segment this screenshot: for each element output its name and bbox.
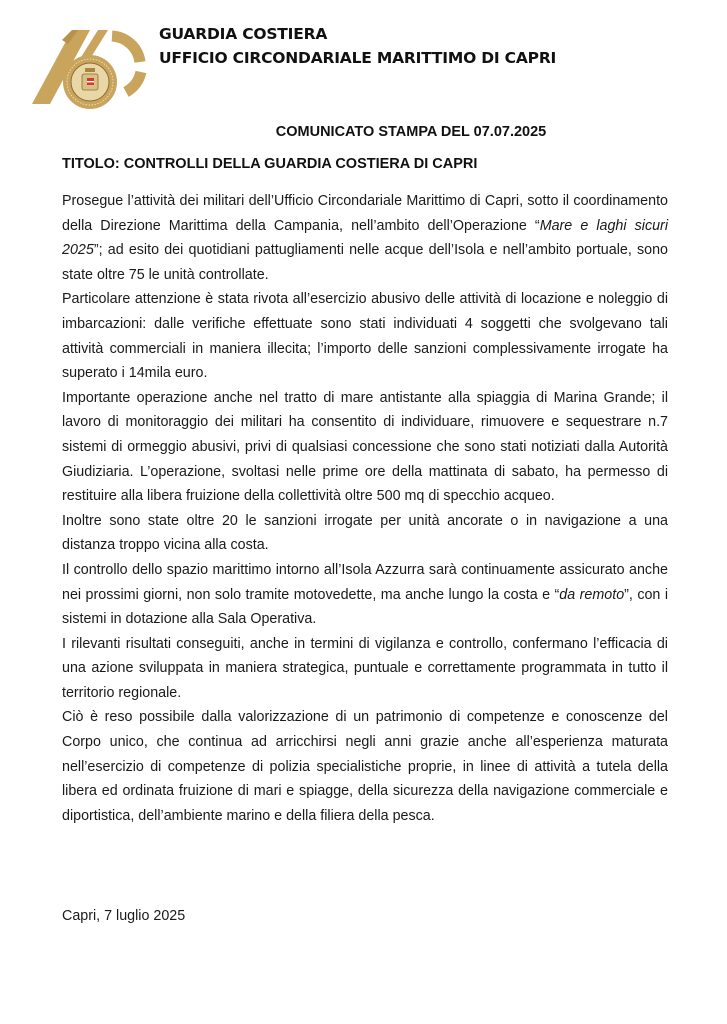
logo-digit-zero-arc-top bbox=[112, 36, 140, 62]
press-release-label: COMUNICATO STAMPA DEL 07.07.2025 bbox=[275, 124, 547, 140]
paragraph-7: Ciò è reso possibile dalla valorizzazione di un patrimonio di competenze e conoscenze del Corpo unico, che continua ad arricchirsi negli anni grazie anche all’esperienza maturata nell’esercizio di competenze di polizia specialistiche proprie, in linee di attività a tutela della libera ed ordinata fruizione di mari e spiagge, della sicurezza della navigazione commerciale e diportistica, dell’ambiente marino e della filiera della pesca. bbox=[62, 709, 668, 824]
header-line-ufficio: UFFICIO CIRCONDARIALE MARITTIMO DI CAPRI bbox=[159, 49, 557, 67]
paragraph-3: Importante operazione anche nel tratto di mare antistante alla spiaggia di Marina Grande; il lavoro di monitoraggio dei militari ha consentito di individuare, rimuovere e sequestrare n.7 sistemi di ormeggio abusivi, privi di qualsiasi concessione che sono stati notiziati dalla Autorità Giudiziaria. L’operazione, svoltasi nelle prime ore della mattinata di sabato, ha permesso di restituire alla libera fruizione della collettività oltre 500 mq di specchio acqueo. bbox=[62, 389, 668, 505]
guardia-costiera-logo bbox=[28, 22, 148, 114]
paragraph-1 bbox=[62, 189, 668, 287]
document-title: TITOLO: CONTROLLI DELLA GUARDIA COSTIERA DI CAPRI bbox=[62, 156, 478, 172]
signoff-place-date: Capri, 7 luglio 2025 bbox=[62, 908, 186, 924]
header-line-guardia-costiera: GUARDIA COSTIERA bbox=[159, 25, 328, 43]
paragraph-1-text-a: Prosegue l’attività dei militari dell’Ufficio Circondariale Marittimo di Capri, sotto il coordinamento della Direzione Marittima della Campania, nell’ambito dell’Operazione “ bbox=[62, 193, 668, 234]
header-organization bbox=[159, 22, 556, 70]
paragraph-4: Inoltre sono state oltre 20 le sanzioni irrogate per unità ancorate o in navigazione a una distanza troppo vicina alla costa. bbox=[62, 512, 668, 554]
document-body bbox=[62, 189, 668, 828]
logo-crest-stripe bbox=[87, 81, 94, 82]
logo-digit-zero-arc-bottom bbox=[126, 72, 141, 92]
paragraph-6: I rilevanti risultati conseguiti, anche in termini di vigilanza e controllo, confermano l’efficacia di una azione sviluppata in maniera strategica, puntuale e correttamente programmata in tutto il territorio regionale. bbox=[62, 635, 668, 701]
operation-name: Mare e laghi sicuri 2025 bbox=[62, 217, 668, 259]
logo-crown bbox=[85, 68, 95, 72]
anniversary-160-icon bbox=[28, 22, 148, 114]
paragraph-1-text-b: ”; ad esito dei quotidiani pattugliamenti nelle acque dell’Isola e nell’ambito portuale, sono state oltre 75 le unità controllate. bbox=[62, 242, 668, 283]
paragraph-2: Particolare attenzione è stata rivota all’esercizio abusivo delle attività di locazione e noleggio di imbarcazioni: dalle verifiche effettuate sono stati individuati 4 soggetti che svolgevano tali attività commerciali in maniera illecita; l’importo delle sanzioni complessivamente irrogate ha superato i 14mila euro. bbox=[62, 291, 668, 382]
paragraph-5-text-b: ”, con i sistemi in dotazione alla Sala Operativa. bbox=[62, 586, 669, 628]
paragraph-5 bbox=[62, 558, 668, 632]
paragraph-5-text-a: Il controllo dello spazio marittimo intorno all’Isola Azzurra sarà continuamente assicurato anche nei prossimi giorni, non solo tramite motovedette, ma anche lungo la costa e “ bbox=[62, 561, 668, 603]
da-remoto-emphasis: da remoto bbox=[559, 586, 625, 603]
